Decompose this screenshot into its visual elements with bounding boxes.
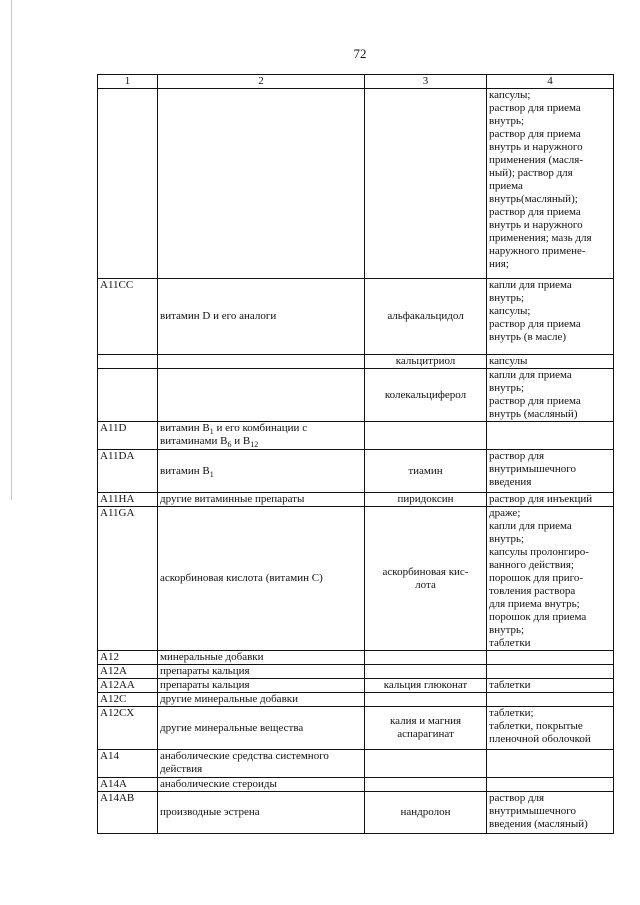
anatomical-group-cell: производные эстрена — [158, 792, 365, 834]
anatomical-group-cell — [158, 89, 365, 279]
inn-name-cell: калия и магния аспарагинат — [365, 707, 487, 750]
anatomical-group-cell: анаболические средства системного действия — [158, 750, 365, 778]
table-row — [98, 693, 614, 707]
group-name-text: и его комбинации с витаминами B — [160, 422, 308, 447]
table-header-row — [98, 75, 614, 89]
anatomical-group-cell — [158, 450, 365, 493]
table-row — [98, 355, 614, 369]
table-row — [98, 651, 614, 665]
dosage-form-cell — [487, 693, 614, 707]
inn-name-cell: нандролон — [365, 792, 487, 834]
group-name-text: витамин B — [160, 422, 210, 434]
anatomical-group-cell — [158, 355, 365, 369]
anatomical-group-cell: препараты кальция — [158, 665, 365, 679]
table-row — [98, 750, 614, 778]
anatomical-group-cell: анаболические стероиды — [158, 778, 365, 792]
atc-code-cell: A11CC — [98, 279, 158, 355]
atc-code-cell: A14AB — [98, 792, 158, 834]
atc-code-cell: A11DA — [98, 450, 158, 493]
atc-code-cell — [98, 369, 158, 422]
left-margin-rule — [11, 0, 12, 500]
group-name-text: витамин B — [160, 464, 210, 477]
column-header: 3 — [365, 75, 487, 89]
table-row — [98, 89, 614, 279]
table-row — [98, 707, 614, 750]
atc-code-cell: A12C — [98, 693, 158, 707]
atc-code-cell — [98, 89, 158, 279]
table-row — [98, 778, 614, 792]
table-row — [98, 493, 614, 507]
anatomical-group-cell: витамин D и его аналоги — [158, 279, 365, 355]
anatomical-group-cell: другие минеральные добавки — [158, 693, 365, 707]
dosage-form-cell — [487, 778, 614, 792]
table-row — [98, 665, 614, 679]
anatomical-group-cell: минеральные добавки — [158, 651, 365, 665]
subscript-text: 1 — [209, 469, 214, 479]
dosage-form-cell: таблетки — [487, 679, 614, 693]
dosage-form-cell — [487, 651, 614, 665]
anatomical-group-cell: другие минеральные вещества — [158, 707, 365, 750]
dosage-form-cell: драже; капли для приема внутрь; капсулы пролонгиро- ванного действия; порошок для приго- товления раствора для приема внутрь; порошок для приема внутрь; таблетки — [487, 507, 614, 651]
inn-name-cell: аскорбиновая кис- лота — [365, 507, 487, 651]
dosage-form-cell — [487, 750, 614, 778]
anatomical-group-cell — [158, 422, 365, 450]
dosage-form-cell: капли для приема внутрь; капсулы; раствор для приема внутрь (в масле) — [487, 279, 614, 355]
dosage-form-cell: таблетки; таблетки, покрытые пленочной оболочкой — [487, 707, 614, 750]
column-header: 2 — [158, 75, 365, 89]
dosage-form-cell — [487, 422, 614, 450]
inn-name-cell: альфакальцидол — [365, 279, 487, 355]
inn-name-cell — [365, 422, 487, 450]
table-row — [98, 450, 614, 493]
atc-code-cell: A11HA — [98, 493, 158, 507]
anatomical-group-cell: другие витаминные препараты — [158, 493, 365, 507]
atc-code-cell: A11GA — [98, 507, 158, 651]
dosage-form-cell: раствор для инъекций — [487, 493, 614, 507]
page-number: 72 — [353, 46, 367, 61]
inn-name-cell: колекальциферол — [365, 369, 487, 422]
inn-name-cell — [365, 651, 487, 665]
table-row — [98, 792, 614, 834]
dosage-form-cell: капсулы — [487, 355, 614, 369]
table-row — [98, 279, 614, 355]
inn-name-cell — [365, 665, 487, 679]
subscript-text: 6 — [227, 440, 232, 450]
atc-code-cell: A12 — [98, 651, 158, 665]
inn-name-cell: тиамин — [365, 450, 487, 493]
atc-code-cell: A12CX — [98, 707, 158, 750]
inn-name-cell: пиридоксин — [365, 493, 487, 507]
table-row — [98, 679, 614, 693]
table-row — [98, 507, 614, 651]
atc-code-cell: A12AA — [98, 679, 158, 693]
inn-name-cell — [365, 778, 487, 792]
table-row — [98, 369, 614, 422]
drug-table — [97, 74, 614, 834]
inn-name-cell — [365, 89, 487, 279]
anatomical-group-cell — [158, 369, 365, 422]
inn-name-cell — [365, 693, 487, 707]
atc-code-cell: A12A — [98, 665, 158, 679]
inn-name-cell: кальцитриол — [365, 355, 487, 369]
anatomical-group-cell: препараты кальция — [158, 679, 365, 693]
subscript-text: 1 — [209, 427, 214, 437]
column-header: 1 — [98, 75, 158, 89]
atc-code-cell: A11D — [98, 422, 158, 450]
dosage-form-cell — [487, 665, 614, 679]
inn-name-cell: кальция глюконат — [365, 679, 487, 693]
atc-code-cell: A14 — [98, 750, 158, 778]
inn-name-cell — [365, 750, 487, 778]
dosage-form-cell: капсулы; раствор для приема внутрь; раствор для приема внутрь и наружного применения (масля- ный); раствор для приема внутрь(масляный); раствор для приема внутрь и наружного применения; мазь для наружного примене- ния; — [487, 89, 614, 279]
anatomical-group-cell: аскорбиновая кислота (витамин C) — [158, 507, 365, 651]
dosage-form-cell: капли для приема внутрь; раствор для приема внутрь (масляный) — [487, 369, 614, 422]
column-header: 4 — [487, 75, 614, 89]
atc-code-cell — [98, 355, 158, 369]
dosage-form-cell: раствор для внутримышечного введения — [487, 450, 614, 493]
dosage-form-cell: раствор для внутримышечного введения (масляный) — [487, 792, 614, 834]
atc-code-cell: A14A — [98, 778, 158, 792]
subscript-text: 12 — [250, 440, 259, 450]
group-name-text: и B — [231, 435, 251, 447]
table-row — [98, 422, 614, 450]
